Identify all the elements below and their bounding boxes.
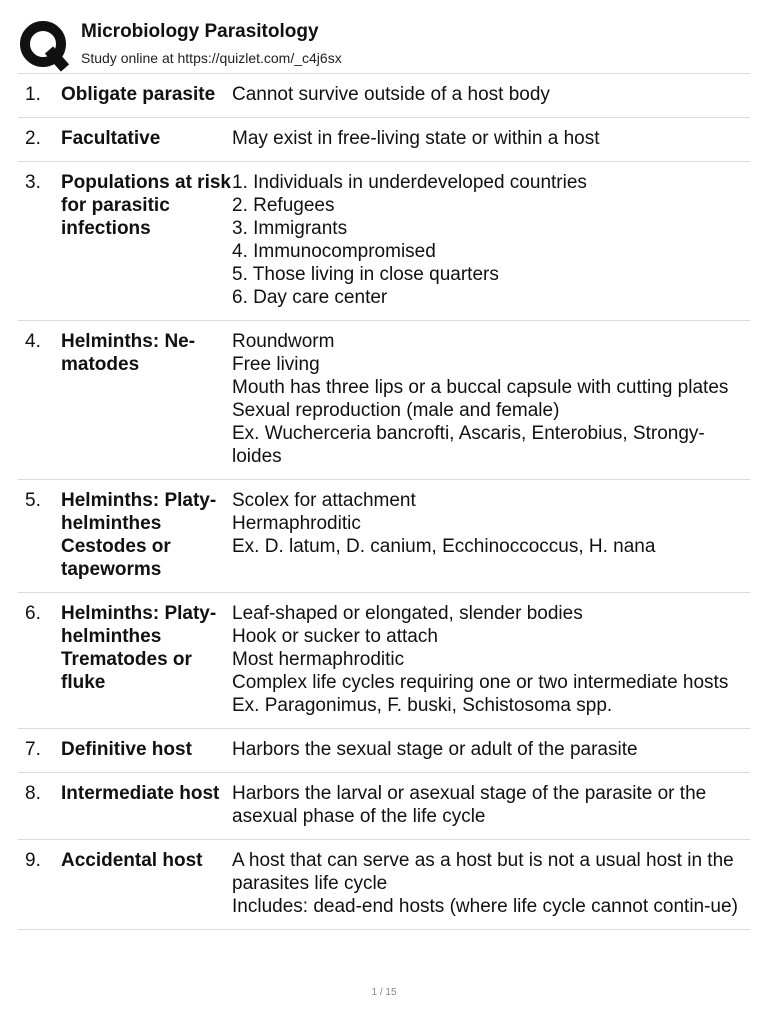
- term-label: Helminths: Platy-helminthes Cestodes or tapeworms: [61, 490, 217, 580]
- definition-line: 4. Immunocompromised: [232, 241, 436, 262]
- term-definition: [232, 782, 752, 828]
- term-row: [18, 74, 750, 118]
- term-definition: [232, 83, 752, 106]
- row-number: 8.: [25, 783, 41, 804]
- term-definition: [232, 602, 752, 717]
- definition-line: Hook or sucker to attach: [232, 626, 438, 647]
- definition-line: Mouth has three lips or a buccal capsule with cutting plates: [232, 377, 729, 398]
- definition-line: Includes: dead-end hosts (where life cycle cannot contin-ue): [232, 896, 738, 917]
- term-label: Helminths: Platy-helminthes Trematodes or fluke: [61, 603, 217, 693]
- definition-line: Harbors the sexual stage or adult of the parasite: [232, 739, 638, 760]
- definition-line: May exist in free-living state or within a host: [232, 128, 600, 149]
- term-row: [18, 321, 750, 480]
- row-number: 5.: [25, 490, 41, 511]
- row-number: 1.: [25, 84, 41, 105]
- term-definition: [232, 489, 752, 558]
- definition-line: Most hermaphroditic: [232, 649, 405, 670]
- document-title: Microbiology Parasitology: [81, 21, 319, 42]
- definition-line: Harbors the larval or asexual stage of the parasite or the asexual phase of the life cycle: [232, 783, 707, 827]
- row-number: 7.: [25, 739, 41, 760]
- definition-line: Complex life cycles requiring one or two intermediate hosts: [232, 672, 729, 693]
- term-definition: [232, 127, 752, 150]
- definition-line: Hermaphroditic: [232, 513, 361, 534]
- row-number: 4.: [25, 331, 41, 352]
- definition-line: 1. Individuals in underdeveloped countries: [232, 172, 587, 193]
- term-definition: [232, 738, 752, 761]
- row-number: 9.: [25, 850, 41, 871]
- page-header: [0, 0, 768, 74]
- row-number: 3.: [25, 172, 41, 193]
- term-label: Definitive host: [61, 739, 192, 760]
- row-number: 6.: [25, 603, 41, 624]
- definition-line: 3. Immigrants: [232, 218, 348, 239]
- study-online-link[interactable]: Study online at https://quizlet.com/_c4j6sx: [81, 50, 342, 66]
- term-row: [18, 162, 750, 321]
- term-definition: [232, 171, 752, 309]
- definition-line: Roundworm: [232, 331, 335, 352]
- term-row: [18, 118, 750, 162]
- terms-table: [18, 73, 750, 930]
- term-label: Accidental host: [61, 850, 203, 871]
- definition-line: Sexual reproduction (male and female): [232, 400, 560, 421]
- definition-line: Ex. Paragonimus, F. buski, Schistosoma spp.: [232, 695, 613, 716]
- row-number: 2.: [25, 128, 41, 149]
- definition-line: A host that can serve as a host but is not a usual host in the parasites life cycle: [232, 850, 734, 894]
- term-label: Intermediate host: [61, 783, 220, 804]
- term-definition: [232, 330, 752, 468]
- definition-line: Cannot survive outside of a host body: [232, 84, 550, 105]
- term-label: Obligate parasite: [61, 84, 216, 105]
- term-label: Helminths: Ne-matodes: [61, 331, 196, 375]
- definition-line: Free living: [232, 354, 320, 375]
- quizlet-logo-icon: [19, 20, 71, 72]
- definition-line: 6. Day care center: [232, 287, 388, 308]
- term-row: [18, 773, 750, 840]
- term-row: [18, 480, 750, 593]
- page-indicator: 1 / 15: [371, 987, 397, 998]
- term-label: Facultative: [61, 128, 161, 149]
- definition-line: Scolex for attachment: [232, 490, 416, 511]
- definition-line: Leaf-shaped or elongated, slender bodies: [232, 603, 583, 624]
- definition-line: Ex. D. latum, D. canium, Ecchinoccoccus, H. nana: [232, 536, 656, 557]
- term-row: [18, 593, 750, 729]
- term-label: Populations at risk for parasitic infections: [61, 172, 231, 239]
- definition-line: 2. Refugees: [232, 195, 335, 216]
- definition-line: Ex. Wucherceria bancrofti, Ascaris, Enterobius, Strongy-loides: [232, 423, 705, 467]
- term-row: [18, 729, 750, 773]
- term-definition: [232, 849, 752, 918]
- term-row: [18, 840, 750, 930]
- definition-line: 5. Those living in close quarters: [232, 264, 499, 285]
